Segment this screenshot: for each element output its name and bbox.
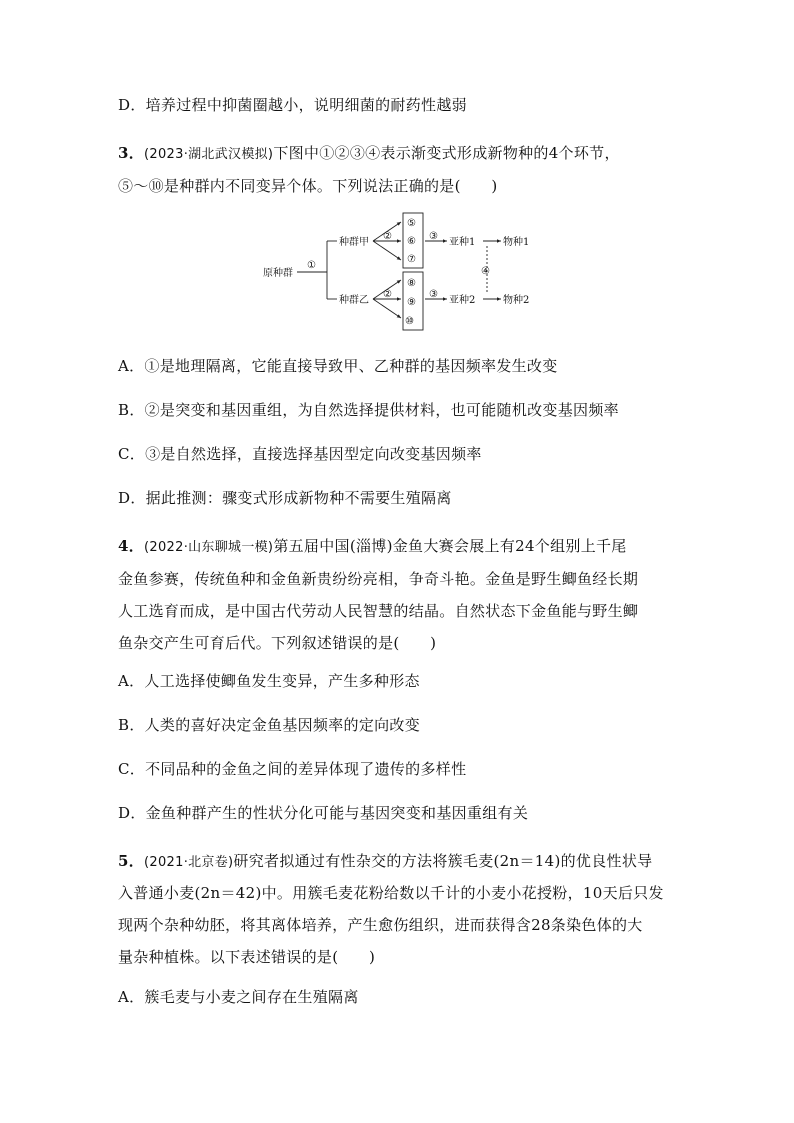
q2-option-d: D．培养过程中抑菌圈越小，说明细菌的耐药性越弱	[118, 96, 467, 114]
subspecies1-label: 亚种1	[449, 237, 476, 248]
step2-a-label: ②	[383, 231, 392, 242]
step2-b-label: ②	[383, 289, 392, 300]
q4-source: (2022·山东聊城一模)	[144, 540, 274, 555]
q4-stem-line4: 鱼杂交产生可育后代。下列叙述错误的是( )	[118, 634, 437, 652]
step3-b-label: ③	[429, 289, 438, 300]
step1-label: ①	[307, 260, 316, 271]
q5-stem-line1	[118, 850, 652, 871]
speciation-diagram	[255, 210, 555, 335]
q4-stem-line2: 金鱼参赛，传统鱼种和金鱼新贵纷纷亮相，争奇斗艳。金鱼是野生鲫鱼经长期	[118, 570, 639, 588]
q5-stem-line4: 量杂种植株。以下表述错误的是( )	[118, 948, 376, 966]
q5-stem-text: 研究者拟通过有性杂交的方法将簇毛麦(2n＝14)的优良性状导	[233, 852, 653, 870]
q5-stem-line2: 入普通小麦(2n＝42)中。用簇毛麦花粉给数以千计的小麦小花授粉，10天后只发	[118, 884, 664, 902]
q3-option-d: D．据此推测：骤变式形成新物种不需要生殖隔离	[118, 489, 452, 507]
q3-stem-text: 下图中①②③④表示渐变式形成新物种的4个环节，	[273, 144, 620, 162]
species2-label: 物种2	[503, 295, 530, 306]
q4-option-d: D．金鱼种群产生的性状分化可能与基因突变和基因重组有关	[118, 804, 529, 822]
variant-8: ⑧	[407, 278, 416, 289]
variant-6: ⑥	[407, 236, 416, 247]
pop-a-label: 种群甲	[339, 237, 369, 248]
q4-stem-text: 第五届中国(淄博)金鱼大赛会展上有24个组别上千尾	[273, 537, 627, 555]
q3-option-b: B．②是突变和基因重组，为自然选择提供材料，也可能随机改变基因频率	[118, 401, 619, 419]
pop-a-arrow-down	[373, 241, 401, 260]
subspecies2-label: 亚种2	[449, 295, 476, 306]
q4-option-a: A．人工选择使鲫鱼发生变异，产生多种形态	[118, 672, 420, 690]
q4-option-b: B．人类的喜好决定金鱼基因频率的定向改变	[118, 716, 421, 734]
species1-label: 物种1	[503, 237, 530, 248]
q3-option-c: C．③是自然选择，直接选择基因型定向改变基因频率	[118, 445, 482, 463]
q3-source: (2023·湖北武汉模拟)	[144, 147, 274, 162]
q3-stem-line2: ⑤～⑩是种群内不同变异个体。下列说法正确的是( )	[118, 177, 498, 195]
q3-option-a: A．①是地理隔离，它能直接导致甲、乙种群的基因频率发生改变	[118, 357, 558, 375]
q4-option-c: C．不同品种的金鱼之间的差异体现了遗传的多样性	[118, 760, 467, 778]
origin-label: 原种群	[263, 268, 293, 279]
q5-option-a: A．簇毛麦与小麦之间存在生殖隔离	[118, 988, 359, 1006]
q5-number: 5．	[118, 852, 145, 870]
pop-b-label: 种群乙	[339, 295, 369, 306]
variant-7: ⑦	[407, 254, 416, 265]
q4-number: 4．	[118, 537, 145, 555]
q3-number: 3．	[118, 144, 145, 162]
step3-a-label: ③	[429, 231, 438, 242]
variant-5: ⑤	[407, 218, 416, 229]
q5-source: (2021·北京卷)	[144, 855, 234, 870]
pop-b-arrow-down	[373, 299, 401, 318]
q5-stem-line3: 现两个杂种幼胚，将其离体培养，产生愈伤组织，进而获得含28条染色体的大	[118, 916, 643, 934]
step4-label: ④	[481, 266, 490, 277]
q4-stem-line3: 人工选育而成，是中国古代劳动人民智慧的结晶。自然状态下金鱼能与野生鲫	[118, 602, 639, 620]
q3-stem-line1	[118, 142, 620, 163]
q4-stem-line1	[118, 535, 627, 556]
variant-10: ⑩	[405, 316, 414, 327]
variant-9: ⑨	[407, 297, 416, 308]
